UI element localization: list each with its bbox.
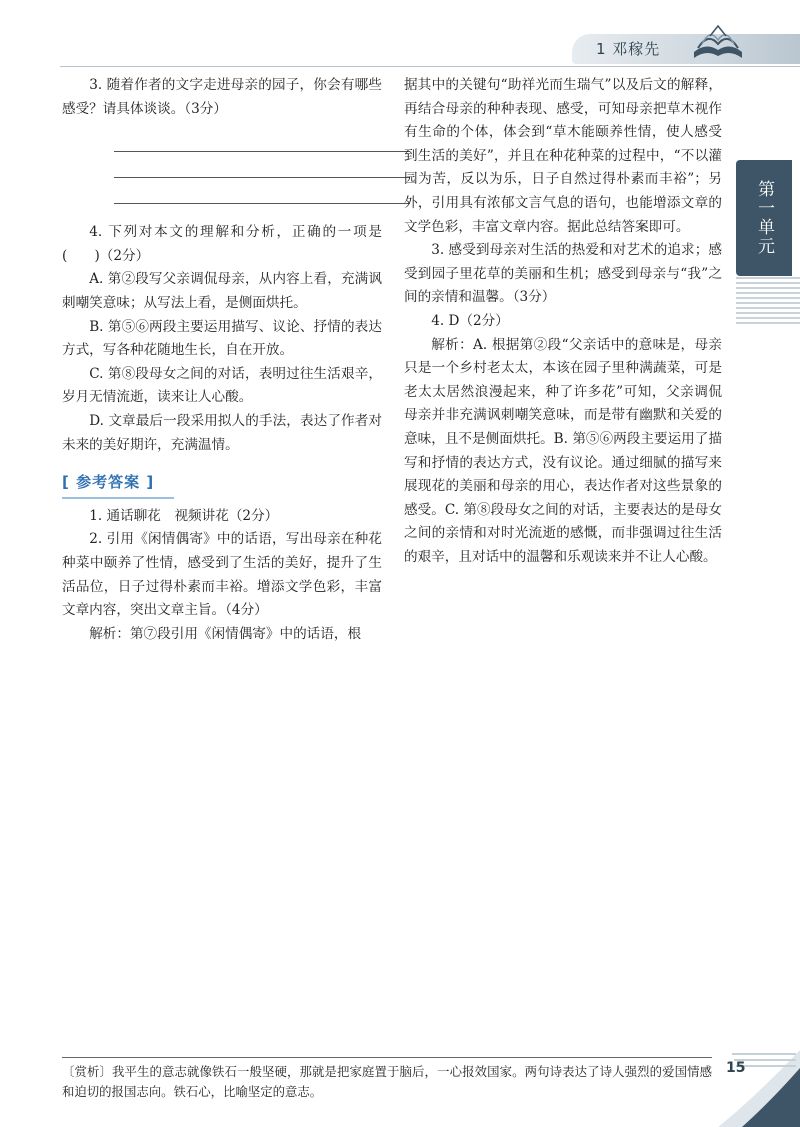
question-3: 3. 随着作者的文字走进母亲的园子，你会有哪些感受？请具体谈谈。（3分） bbox=[62, 77, 382, 117]
answer-1: 1. 通话聊花 视频讲花（2分） bbox=[89, 507, 279, 524]
header-rule bbox=[60, 66, 800, 67]
answer-4: 4. D（2分） bbox=[431, 312, 509, 329]
answer-heading-underline bbox=[62, 497, 174, 499]
option-d: D. 文章最后一段采用拟人的手法，表达了作者对未来的美好期许，充满温情。 bbox=[62, 412, 382, 453]
question-4-stem: 4. 下列对本文的理解和分析，正确的一项是( )（2分） bbox=[62, 224, 382, 264]
appreciation-note: 〔赏析〕我平生的意志就像铁石一般坚硬，那就是把家庭置于脑后，一心报效国家。两句诗表达了诗人强烈的爱国情感和迫切的报国志向。铁石心，比喻坚定的意志。 bbox=[62, 1064, 712, 1099]
answer-2: 2. 引用《闲情偶寄》中的话语，写出母亲在种花种菜中颐养了性情，感受到了生活的美好，提升了生活品位，日子过得朴素而丰裕。增添文学色彩，丰富文章内容，突出文章主旨。（4分） bbox=[62, 531, 382, 619]
answer-line-1 bbox=[114, 151, 410, 152]
answer-blank-area bbox=[62, 121, 382, 207]
answer-2-analysis: 解析：第⑦段引用《闲情偶寄》中的话语，根 bbox=[89, 625, 362, 642]
chapter-title: 1 邓稼先 bbox=[596, 40, 661, 58]
option-b: B. 第⑤⑥两段主要运用描写、议论、抒情的表达方式，写各种花随地生长，自在开放。 bbox=[62, 318, 382, 359]
answer-3: 3. 感受到母亲对生活的热爱和对艺术的追求；感受到园子里花草的美丽和生机；感受到母亲与“我”之间的亲情和温馨。（3分） bbox=[404, 242, 722, 306]
right-column bbox=[404, 74, 722, 569]
option-c: C. 第⑧段母女之间的对话，表明过往生活艰辛，岁月无情流逝，读来让人心酸。 bbox=[62, 365, 382, 406]
left-column bbox=[62, 74, 382, 646]
answer-2-analysis-continued: 据其中的关键句“助祥光而生瑞气”以及后文的解释，再结合母亲的种种表现、感受，可知母亲把草木视作有生命的个体，体会到“草木能颐养性情，使人感受到生活的美好”，并且在种花种菜的过程中，“不以灌园为苦，反以为乐，日子自然过得朴素而丰裕”；另外，引用具有浓郁文言气息的语句，也能增添文章的文学色彩，丰富文章内容。据此总结答案即可。 bbox=[404, 77, 722, 235]
option-a: A. 第②段写父亲调侃母亲，从内容上看，充满讽刺嘲笑意味；从写法上看，是侧面烘托。 bbox=[62, 271, 382, 311]
unit-tab-stripes bbox=[736, 276, 800, 324]
answer-line-2 bbox=[114, 177, 410, 178]
answer-heading: [ 参考答案 ] bbox=[62, 473, 155, 492]
footer-rule bbox=[62, 1057, 712, 1058]
open-book-icon bbox=[690, 22, 746, 62]
page-number: 15 bbox=[726, 1060, 746, 1076]
answer-4-analysis: 解析：A. 根据第②段“父亲话中的意味是，母亲只是一个乡村老太太，本该在园子里种满蔬菜，可是老太太居然浪漫起来，种了许多花”可知，父亲调侃母亲并非充满讽刺嘲笑意味，而是带有幽默和关爱的意味，且不是侧面烘托。B. 第⑤⑥两段主要运用了描写和抒情的表达方式，没有议论。通过细腻的描写来展现花的美丽和母亲的用心，表达作者对这些景象的感受。C. 第⑧段母女之间的对话，主要表达的是母女之间的亲情和对时光流逝的感慨，而非强调过往生活的艰辛，且对话中的温馨和乐观读来并不让人心酸。 bbox=[404, 336, 722, 565]
answer-line-3 bbox=[114, 203, 410, 204]
unit-tab: 第一单元 bbox=[736, 160, 792, 276]
